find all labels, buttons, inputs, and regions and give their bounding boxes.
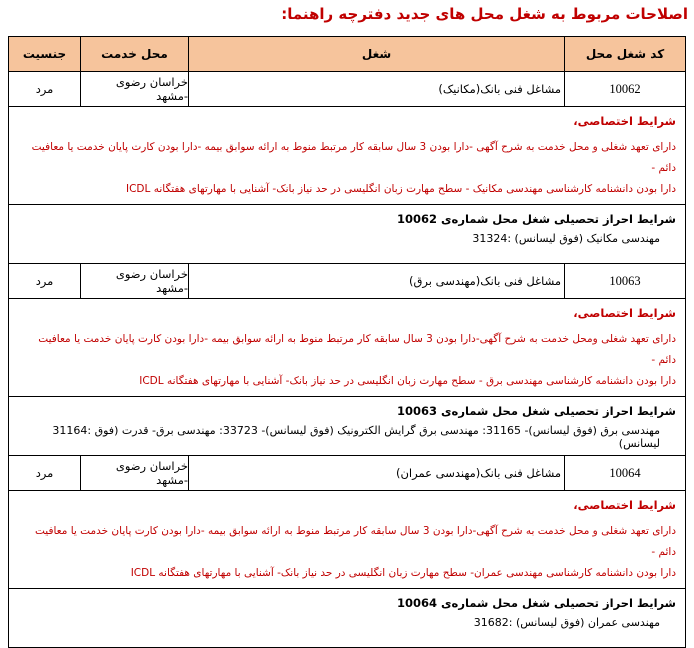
special-conditions-label: شرایط اختصاصی،: [573, 114, 676, 128]
special-conditions-label: شرایط اختصاصی،: [573, 306, 676, 320]
special-conditions-section: [9, 298, 685, 396]
location-value: خراسان رضوی -مشهد: [80, 264, 188, 298]
education-requirements-header: شرایط احراز تحصیلی شغل محل شماره‌ی 10064: [396, 596, 676, 610]
education-requirements-section: [9, 396, 685, 455]
special-conditions-section: [9, 490, 685, 588]
table-header-row: [9, 37, 685, 71]
special-conditions-line: دارای تعهد شغلی ومحل خدمت به شرح آگهی-دارا بودن 3 سال سابقه کار مرتبط منوط به ارائه سوابق بیمه -دارا بودن کارت پایان خدمت یا معافیت دائم -: [38, 333, 676, 366]
education-requirements-section: [9, 204, 685, 263]
header-cell-gender: جنسیت: [9, 37, 80, 71]
gender-value: مرد: [35, 82, 54, 96]
job-title-value: مشاغل فنی بانک(مهندسی برق): [188, 264, 564, 298]
education-degree-codes: 31324: مهندسی مکانیک (فوق لیسانس): [472, 232, 660, 245]
special-conditions-label: شرایط اختصاصی،: [573, 498, 676, 512]
job-title-value: مشاغل فنی بانک(مهندسی عمران): [188, 456, 564, 490]
special-conditions-line: دارا بودن دانشنامه کارشناسی مهندسی عمران- سطح مهارت زبان انگلیسی در حد نیاز بانک- آشنایی با مهارتهای هفتگانه ICDL: [130, 567, 676, 579]
table-row: [9, 455, 685, 490]
header-cell-job: شغل: [188, 37, 564, 71]
table-row: [9, 71, 685, 106]
special-conditions-section: [9, 106, 685, 204]
header-cell-job-code: کد شغل محل: [564, 37, 685, 71]
special-conditions-line: دارا بودن دانشنامه کارشناسی مهندسی مکانیک - سطح مهارت زبان انگلیسی در حد نیاز بانک- آشنایی با مهارتهای هفتگانه ICDL: [126, 183, 676, 195]
job-code-value: 10063: [564, 264, 685, 298]
document-title: اصلاحات مربوط به شغل محل های جدید دفترچه راهنما:: [281, 5, 688, 23]
education-requirements-section: [9, 588, 685, 647]
location-value: خراسان رضوی -مشهد: [80, 456, 188, 490]
special-conditions-line: دارای تعهد شغلی و محل خدمت به شرح آگهی-دارا بودن 3 سال سابقه کار مرتبط منوط به ارائه سوابق بیمه -دارا بودن کارت پایان خدمت یا معافیت دائم -: [34, 525, 676, 558]
education-requirements-header: شرایط احراز تحصیلی شغل محل شماره‌ی 10063: [396, 404, 676, 418]
location-value: خراسان رضوی -مشهد: [80, 72, 188, 106]
job-code-value: 10062: [564, 72, 685, 106]
education-degree-codes: 31164: مهندسی برق (فوق لیسانس)- 31165: مهندسی برق گرایش الکترونیک (فوق لیسانس)- 33723: مهندسی برق- قدرت (فوق لیسانس): [52, 424, 660, 450]
gender-value: مرد: [35, 274, 54, 288]
education-requirements-header: شرایط احراز تحصیلی شغل محل شماره‌ی 10062: [396, 212, 676, 226]
education-degree-codes: 31682: مهندسی عمران (فوق لیسانس): [473, 616, 660, 629]
job-code-value: 10064: [564, 456, 685, 490]
special-conditions-line: دارای تعهد شغلی و محل خدمت به شرح آگهی -دارا بودن 3 سال سابقه کار مرتبط منوط به ارائه سوابق بیمه -دارا بودن کارت پایان خدمت یا معافیت دائم -: [31, 141, 676, 174]
header-cell-location: محل خدمت: [80, 37, 188, 71]
job-positions-table: [8, 36, 686, 648]
gender-value: مرد: [35, 466, 54, 480]
special-conditions-line: دارا بودن دانشنامه کارشناسی مهندسی برق - سطح مهارت زبان انگلیسی در حد نیاز بانک- آشنایی با مهارتهای هفتگانه ICDL: [139, 375, 676, 387]
job-title-value: مشاغل فنی بانک(مکانیک): [188, 72, 564, 106]
table-row: [9, 263, 685, 298]
